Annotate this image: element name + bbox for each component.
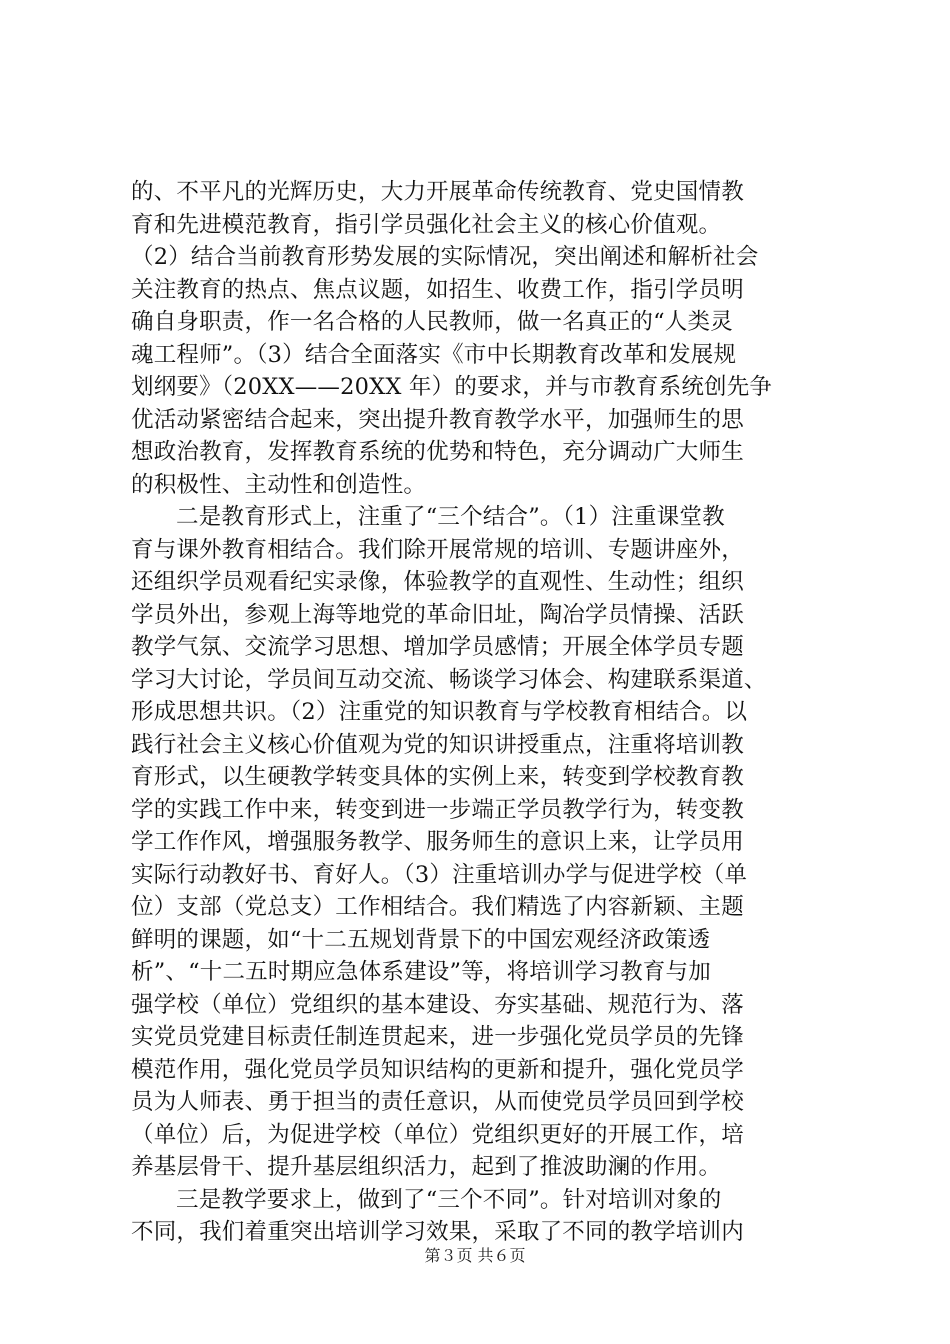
text-line: 员为人师表、勇于担当的责任意识，从而使党员学员回到学校 [131,1089,744,1115]
text-line: 学工作作风，增强服务教学、服务师生的意识上来，让学员用 [131,829,744,855]
text-line: 析”、“十二五时期应急体系建设”等，将培训学习教育与加 [131,959,711,985]
text-line: 强学校（单位）党组织的基本建设、夯实基础、规范行为、落 [131,991,744,1018]
text-line: 学的实践工作中来，转变到进一步端正学员教学行为，转变教 [131,796,744,823]
text-line: 鲜明的课题，如“十二五规划背景下的中国宏观经济政策透 [131,926,711,953]
text-line: 践行社会主义核心价值观为党的知识讲授重点，注重将培训教 [131,731,744,758]
text-line: 育形式，以生硬教学转变具体的实例上来，转变到学校教育教 [131,764,744,790]
text-line: 划纲要》（20XX——20XX 年）的要求，并与市教育系统创先争 [131,374,773,400]
text-line: 实党员党建目标责任制连贯起来，进一步强化党员学员的先锋 [131,1024,744,1050]
paragraph-start-line: 二是教育形式上，注重了“三个结合”。（1）注重课堂教 [176,504,725,530]
text-line: （单位）后，为促进学校（单位）党组织更好的开展工作，培 [131,1121,744,1148]
text-line: 魂工程师”。（3）结合全面落实《市中长期教育改革和发展规 [131,341,737,368]
text-line: 的、不平凡的光辉历史，大力开展革命传统教育、党史国情教 [131,179,744,205]
page-number-footer: 第３页 共６页 [424,1246,526,1265]
text-line: 确自身职责，作一名合格的人民教师，做一名真正的“人类灵 [131,309,733,335]
text-line: 还组织学员观看纪实录像，体验教学的直观性、生动性；组织 [131,569,744,595]
paragraph-start-line: 三是教学要求上，做到了“三个不同”。针对培训对象的 [176,1186,722,1213]
text-line: 教学气氛、交流学习思想、增加学员感情；开展全体学员专题 [131,634,744,660]
text-line: （2）结合当前教育形势发展的实际情况，突出阐述和解析社会 [131,244,759,270]
text-line: 学员外出，参观上海等地党的革命旧址，陶冶学员情操、活跃 [131,601,744,628]
text-line: 育和先进模范教育，指引学员强化社会主义的核心价值观。 [131,211,722,238]
text-line: 学习大讨论，学员间互动交流、畅谈学习体会、构建联系渠道、 [131,666,767,693]
text-line: 优活动紧密结合起来，突出提升教育教学水平，加强师生的思 [131,406,744,433]
text-line: 模范作用，强化党员学员知识结构的更新和提升，强化党员学 [131,1056,744,1083]
text-line: 想政治教育，发挥教育系统的优势和特色，充分调动广大师生 [131,439,744,465]
document-body [131,176,831,1249]
text-line: 养基层骨干、提升基层组织活力，起到了推波助澜的作用。 [131,1154,722,1180]
text-line: 不同，我们着重突出培训学习效果，采取了不同的教学培训内 [131,1219,744,1245]
text-line: 实际行动教好书、育好人。（3）注重培训办学与促进学校（单 [131,861,748,888]
text-line: 育与课外教育相结合。我们除开展常规的培训、专题讲座外， [131,536,744,563]
text-line: 关注教育的热点、焦点议题，如招生、收费工作，指引学员明 [131,276,744,303]
text-line: 位）支部（党总支）工作相结合。我们精选了内容新颖、主题 [131,894,744,920]
text-line: 的积极性、主动性和创造性。 [131,471,427,498]
text-line: 形成思想共识。（2）注重党的知识教育与学校教育相结合。以 [131,699,748,725]
